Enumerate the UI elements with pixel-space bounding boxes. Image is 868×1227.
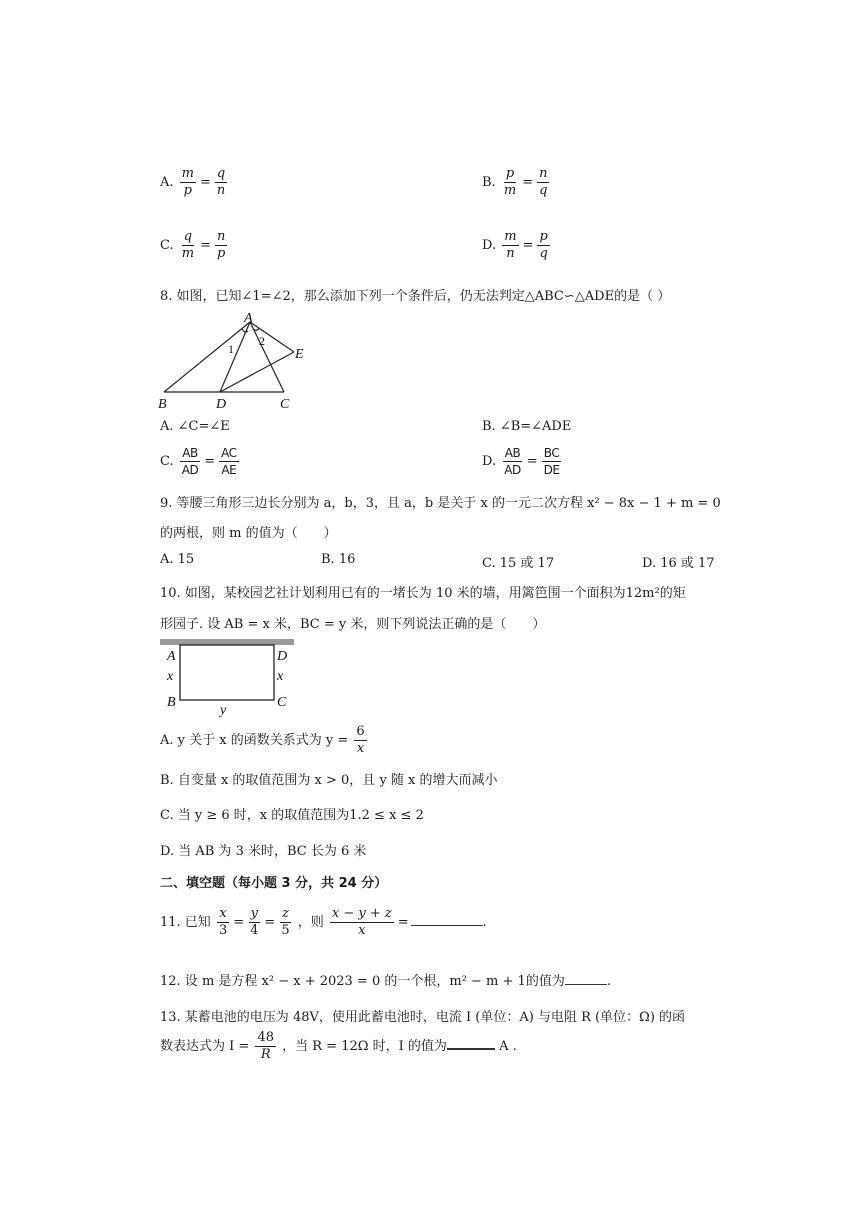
option-label: A. <box>160 175 174 190</box>
label-b: B <box>167 695 176 710</box>
q10-stem-line1: 10. 如图，某校园艺社计划利用已有的一堵长为 10 米的墙，用篱笆围一个面积为12m²的矩 <box>160 586 686 601</box>
q13-mid: ，当 R = 12Ω 时，I 的值为 <box>282 1039 447 1054</box>
q8-option-a[interactable]: A. ∠C=∠E <box>160 419 230 434</box>
answer-blank[interactable] <box>565 984 607 985</box>
label-angle-1: 1 <box>228 342 234 356</box>
q9-option-b[interactable]: B. 16 <box>321 552 356 567</box>
option-label: B. <box>482 175 496 190</box>
label-d: D <box>216 397 227 412</box>
q8-option-b[interactable]: B. ∠B=∠ADE <box>482 419 572 434</box>
q9-stem-line2: 的两根，则 m 的值为（ ） <box>160 526 337 541</box>
angle-2-arc <box>253 328 259 330</box>
fraction: $\frac{AB}{AD}$ <box>504 446 521 477</box>
segment-ae <box>250 322 294 352</box>
label-angle-2: 2 <box>259 334 265 348</box>
label-right-x: x <box>277 669 284 684</box>
fraction: $\frac{p}{q}$ <box>539 229 548 261</box>
fraction: $\frac{BC}{DE}$ <box>543 446 560 477</box>
section-heading: 二、填空题（每小题 3 分，共 24 分） <box>160 876 388 891</box>
fraction: $\frac{z}{5}$ <box>281 906 290 938</box>
q11-prefix: 11. 已知 <box>160 915 211 930</box>
label-bottom-y: y <box>220 703 227 718</box>
segment-de <box>220 352 294 392</box>
q13-line1: 13. 某蓄电池的电压为 48V，使用此蓄电池时，电流 I (单位：A) 与电阻 R (单位：Ω) 的函 <box>160 1010 686 1025</box>
q8-option-d[interactable]: D. $\frac{AB}{AD}$ = $\frac{BC}{DE}$ <box>482 446 560 477</box>
q8-stem: 8. 如图，已知∠1=∠2，那么添加下列一个条件后，仍无法判定△ABC∽△ADE的是（ ） <box>160 289 671 304</box>
fraction: $\frac{48}{R}$ <box>257 1030 274 1062</box>
q11-mid: ，则 <box>297 915 324 930</box>
answer-blank[interactable] <box>447 1048 495 1050</box>
label-c: C <box>280 397 290 412</box>
fraction: $\frac{6}{x}$ <box>356 724 365 756</box>
q13-prefix: 数表达式为 I = <box>160 1039 250 1054</box>
option-label: D. <box>482 454 497 469</box>
q7-option-a[interactable]: A. $\frac{m}{p}$ = $\frac{q}{n}$ <box>160 166 226 198</box>
q10-option-b[interactable]: B. 自变量 x 的取值范围为 x > 0，且 y 随 x 的增大而减小 <box>160 773 498 788</box>
segment-ac <box>250 322 284 392</box>
garden-rectangle <box>180 645 274 700</box>
q7-option-d[interactable]: D. $\frac{m}{n}$ = $\frac{p}{q}$ <box>482 229 548 261</box>
q10-stem-line2: 形园子. 设 AB = x 米，BC = y 米，则下列说法正确的是（ ） <box>160 617 546 632</box>
label-d: D <box>277 649 288 664</box>
q9-stem-line1: 9. 等腰三角形三边长分别为 a，b，3，且 a，b 是关于 x 的一元二次方程 x² − 8x − 1 + m = 0 <box>160 496 721 511</box>
fraction: $\frac{p}{m}$ <box>503 166 517 198</box>
fraction: $\frac{q}{m}$ <box>181 229 195 261</box>
fraction: $\frac{n}{p}$ <box>217 229 226 261</box>
fraction: $\frac{AC}{AE}$ <box>221 446 237 477</box>
option-label: D. <box>482 238 497 253</box>
fraction: $\frac{x - y + z}{x}$ <box>331 906 392 938</box>
q10-option-d[interactable]: D. 当 AB 为 3 米时，BC 长为 6 米 <box>160 844 367 859</box>
label-c: C <box>277 695 287 710</box>
label-a: A <box>244 311 253 326</box>
q12: 12. 设 m 是方程 x² − x + 2023 = 0 的一个根，m² − m + 1的值为 . <box>160 974 611 989</box>
fraction: $\frac{q}{n}$ <box>216 166 226 198</box>
option-label: C. <box>160 238 174 253</box>
fraction: $\frac{x}{3}$ <box>218 906 228 938</box>
label-left-x: x <box>167 669 174 684</box>
fraction: $\frac{y}{4}$ <box>250 906 259 938</box>
q13-line2: 数表达式为 I = $\frac{48}{R}$ ，当 R = 12Ω 时，I 的值为 A . <box>160 1030 517 1062</box>
q9-option-c[interactable]: C. 15 或 17 <box>482 556 555 571</box>
q10-option-a[interactable] <box>160 724 369 757</box>
fraction: $\frac{m}{p}$ <box>181 166 194 198</box>
q8-triangle-figure <box>156 308 316 414</box>
label-e: E <box>295 347 304 362</box>
option-label: C. <box>160 454 174 469</box>
q7-option-b[interactable]: B. $\frac{p}{m}$ = $\frac{n}{q}$ <box>482 166 548 198</box>
fraction: $\frac{m}{n}$ <box>504 229 517 261</box>
answer-blank[interactable] <box>411 925 483 926</box>
q7-option-c[interactable]: C. $\frac{q}{m}$ = $\frac{n}{p}$ <box>160 229 226 261</box>
q11: 11. 已知 $\frac{x}{3}$ = $\frac{y}{4}$ = $\frac{z}{5}$ ，则 $\frac{x - y + z}{x}$ = . <box>160 906 487 938</box>
fraction: $\frac{AB}{AD}$ <box>181 446 199 477</box>
q10-option-c[interactable]: C. 当 y ≥ 6 时，x 的取值范围为1.2 ≤ x ≤ 2 <box>160 808 424 823</box>
q12-text: 12. 设 m 是方程 x² − x + 2023 = 0 的一个根，m² − m + 1的值为 <box>160 974 565 989</box>
fraction: $\frac{n}{q}$ <box>539 166 548 198</box>
option-a-text: A. y 关于 x 的函数关系式为 y = <box>160 733 349 748</box>
label-a: A <box>167 649 176 664</box>
q8-option-c[interactable]: C. $\frac{AB}{AD}$ = $\frac{AC}{AE}$ <box>160 446 237 477</box>
label-b: B <box>158 397 167 412</box>
q9-option-d[interactable]: D. 16 或 17 <box>642 556 715 571</box>
q9-option-a[interactable]: A. 15 <box>160 552 195 567</box>
wall <box>160 639 294 645</box>
segment-ab <box>164 322 250 392</box>
q10-rectangle-figure <box>160 636 296 718</box>
